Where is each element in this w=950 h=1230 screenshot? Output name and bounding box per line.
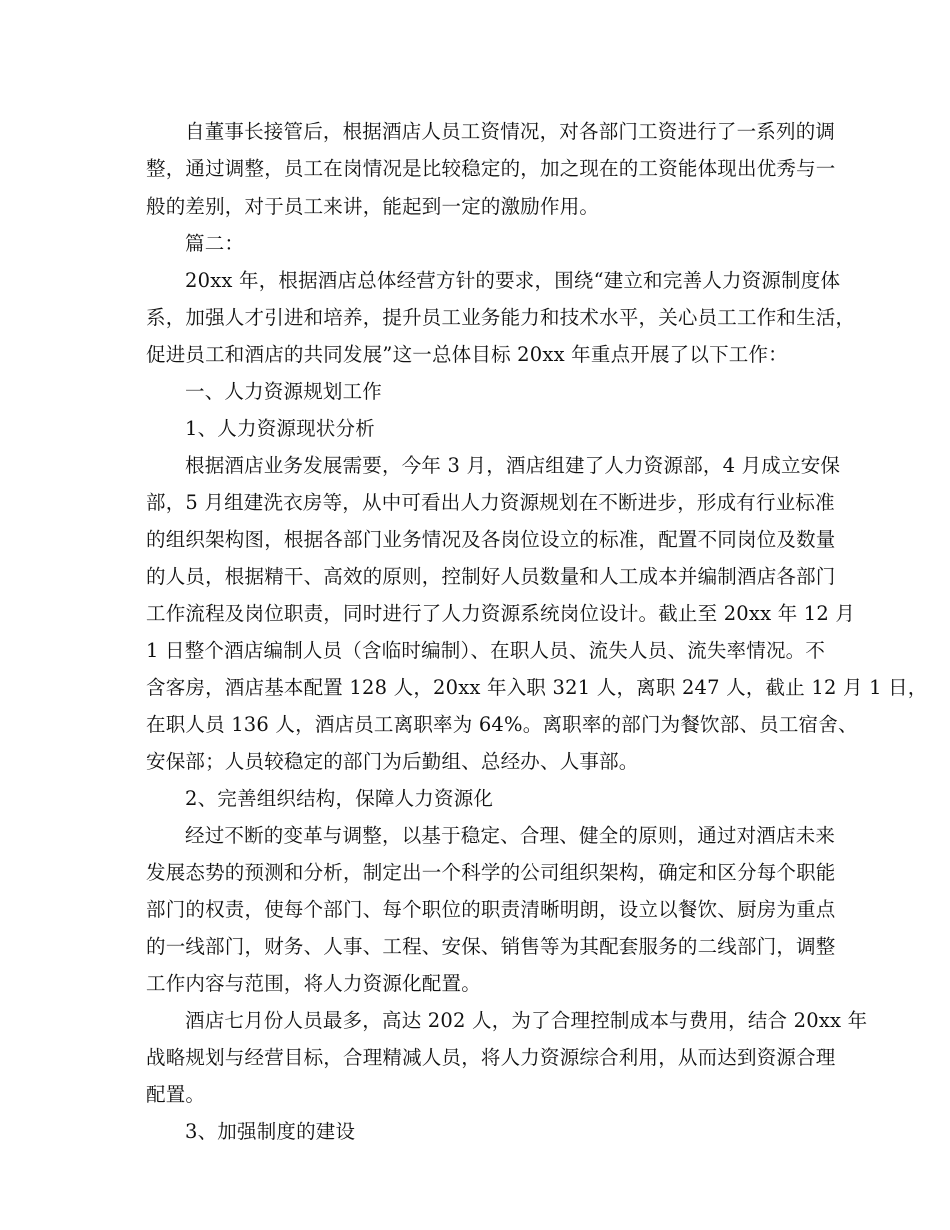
text-line: 部，5 月组建洗衣房等，从中可看出人力资源规划在不断进步，形成有行业标准 bbox=[146, 491, 835, 514]
section-label: 篇二： bbox=[185, 232, 245, 255]
heading-2: 1、人力资源现状分析 bbox=[185, 417, 375, 440]
heading-1: 一、人力资源规划工作 bbox=[185, 380, 383, 403]
heading-2: 2、完善组织结构，保障人力资源化 bbox=[185, 787, 494, 810]
heading-2: 3、加强制度的建设 bbox=[185, 1120, 356, 1143]
text-line: 在职人员 136 人，酒店员工离职率为 64%。离职率的部门为餐饮部、员工宿舍、 bbox=[146, 713, 858, 736]
text-line: 的人员，根据精干、高效的原则，控制好人员数量和人工成本并编制酒店各部门 bbox=[146, 565, 836, 588]
text-line: 根据酒店业务发展需要，今年 3 月，酒店组建了人力资源部，4 月成立安保 bbox=[185, 454, 841, 477]
text-line: 经过不断的变革与调整，以基于稳定、合理、健全的原则，通过对酒店未来 bbox=[185, 824, 836, 847]
text-line: 安保部；人员较稳定的部门为后勤组、总经办、人事部。 bbox=[146, 750, 639, 773]
text-line: 工作流程及岗位职责，同时进行了人力资源系统岗位设计。截止至 20xx 年 12 月 bbox=[146, 602, 856, 625]
text-line: 含客房，酒店基本配置 128 人，20xx 年入职 321 人，离职 247 人，截止 12 月 1 日， bbox=[146, 676, 928, 699]
text-line: 自董事长接管后，根据酒店人员工资情况，对各部门工资进行了一系列的调 bbox=[185, 120, 836, 143]
text-line: 促进员工和酒店的共同发展”这一总体目标 20xx 年重点开展了以下工作： bbox=[146, 343, 788, 366]
text-line: 般的差别，对于员工来讲，能起到一定的激励作用。 bbox=[146, 195, 600, 218]
text-line: 战略规划与经营目标，合理精减人员，将人力资源综合利用，从而达到资源合理 bbox=[146, 1046, 836, 1069]
text-line: 整，通过调整，员工在岗情况是比较稳定的，加之现在的工资能体现出优秀与一 bbox=[146, 157, 836, 180]
text-line: 20xx 年，根据酒店总体经营方针的要求，围绕“建立和完善人力资源制度体 bbox=[185, 269, 841, 292]
text-line: 的组织架构图，根据各部门业务情况及各岗位设立的标准，配置不同岗位及数量 bbox=[146, 528, 836, 551]
text-line: 系，加强人才引进和培养，提升员工业务能力和技术水平，关心员工工作和生活， bbox=[146, 306, 856, 329]
text-line: 酒店七月份人员最多，高达 202 人，为了合理控制成本与费用，结合 20xx 年 bbox=[185, 1009, 868, 1032]
text-line: 工作内容与范围，将人力资源化配置。 bbox=[146, 972, 481, 995]
text-line: 配置。 bbox=[146, 1083, 206, 1106]
text-line: 的一线部门，财务、人事、工程、安保、销售等为其配套服务的二线部门，调整 bbox=[146, 935, 836, 958]
text-line: 部门的权责，使每个部门、每个职位的职责清晰明朗，设立以餐饮、厨房为重点 bbox=[146, 898, 836, 921]
text-line: 1 日整个酒店编制人员（含临时编制）、在职人员、流失人员、流失率情况。不 bbox=[146, 639, 826, 662]
text-line: 发展态势的预测和分析，制定出一个科学的公司组织架构，确定和区分每个职能 bbox=[146, 861, 836, 884]
